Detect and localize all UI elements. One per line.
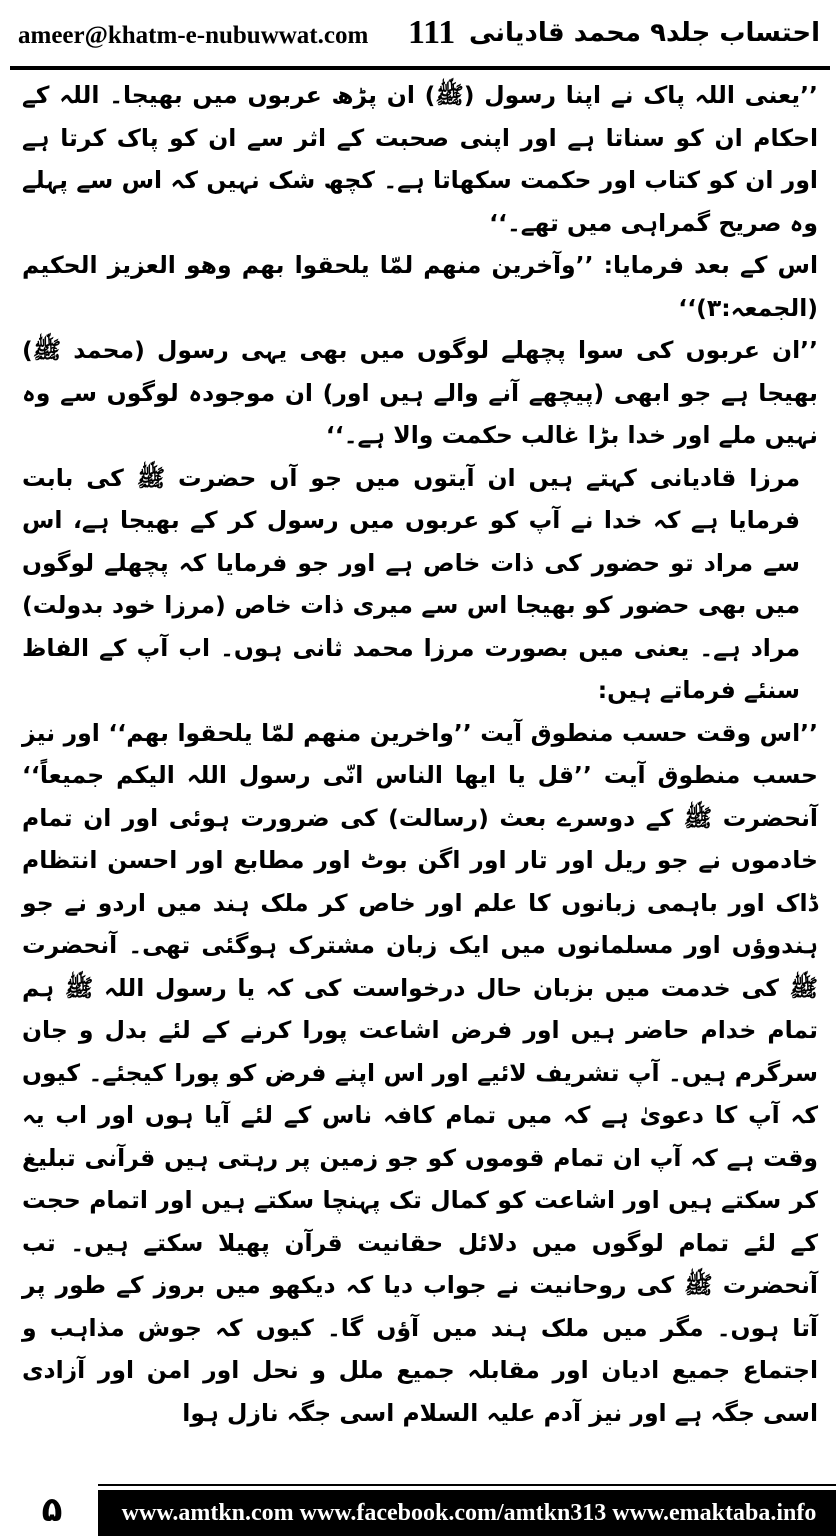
page-body — [22, 74, 818, 1434]
header-divider — [10, 66, 830, 70]
paragraph-5: ’’اس وقت حسب منطوق آیت ’’واخرین منھم لمّا یلحقوا بھم‘‘ اور نیز حسب منطوق آیت ’’قل یا ایھا الناس انّی رسول اللہ الیکم جمیعاً‘‘ آنحضرت ﷺ کے دوسرے بعث (رسالت) کی ضرورت ہوئی اور ان تمام خادموں نے جو ریل اور تار اور اگن بوٹ اور مطابع اور احسن انتظام ڈاک اور باہمی زبانوں کا علم اور خاص کر ملک ہند میں اردو نے جو ہندوؤں اور مسلمانوں میں ایک زبان مشترک ہوگئی تھی۔ آنحضرت ﷺ کی خدمت میں بزبان حال درخواست کی کہ یا رسول اللہ ﷺ ہم تمام خدام حاضر ہیں اور فرض اشاعت پورا کرنے کے لئے بدل و جان سرگرم ہیں۔ آپ تشریف لائیے اور اس اپنے فرض کو پورا کیجئے۔ کیوں کہ آپ کا دعویٰ ہے کہ میں تمام کافہ ناس کے لئے آیا ہوں اور اب یہ وقت ہے کہ آپ ان تمام قوموں کو جو زمین پر رہتی ہیں قرآنی تبلیغ کر سکتے ہیں اور اشاعت کو کمال تک پہنچا سکتے ہیں اور اتمام حجت کے لئے تمام لوگوں میں دلائل حقانیت قرآن پھیلا سکتے ہیں۔ تب آنحضرت ﷺ کی روحانیت نے جواب دیا کہ دیکھو میں بروز کے طور پر آتا ہوں۔ مگر میں ملک ہند میں آؤں گا۔ کیوں کہ جوش مذاہب و اجتماع جمیع ادیان اور مقابلہ جمیع ملل و نحل اور امن اور آزادی اسی جگہ ہے اور نیز آدم علیہ السلام اسی جگہ نازل ہوا — [22, 718, 818, 1427]
header-page-number: 111 — [408, 14, 456, 51]
page-header — [0, 0, 840, 72]
footer-page-number: ۵ — [41, 1490, 63, 1530]
paragraph-1: ’’یعنی اللہ پاک نے اپنا رسول (ﷺ) ان پڑھ عربوں میں بھیجا۔ اللہ کے احکام ان کو سناتا ہے اور اپنی صحبت کے اثر سے ان کو پاک کرتا ہے اور ان کو کتاب اور حکمت سکھاتا ہے۔ کچھ شک نہیں کہ اس سے پہلے وہ صریح گمراہی میں تھے۔‘‘ — [22, 81, 818, 237]
header-email[interactable]: ameer@khatm-e-nubuwwat.com — [18, 22, 369, 49]
page-footer — [0, 1484, 840, 1540]
footer-urls[interactable]: www.amtkn.com www.facebook.com/amtkn313 www.emaktaba.info — [121, 1500, 817, 1526]
paragraph-3: ’’ان عربوں کی سوا پچھلے لوگوں میں بھی یہی رسول (محمد ﷺ) بھیجا ہے جو ابھی (پیچھے آنے والے ہیں اور) ان موجودہ لوگوں سے وہ نہیں ملے اور خدا بڑا غالب حکمت والا ہے۔‘‘ — [22, 336, 818, 449]
paragraph-2: اس کے بعد فرمایا: ’’وآخرین منھم لمّا یلحقوا بھم وھو العزیز الحکیم (الجمعہ:۳)‘‘ — [22, 251, 818, 322]
footer-divider — [98, 1484, 836, 1486]
paragraph-4: مرزا قادیانی کہتے ہیں ان آیتوں میں جو آں حضرت ﷺ کی بابت فرمایا ہے کہ خدا نے آپ کو عربوں میں رسول کر کے بھیجا ہے، اس سے مراد تو حضور کی ذات خاص ہے اور جو فرمایا کہ پچھلے لوگوں میں بھی حضور کو بھیجا اس سے میری ذات خاص (مرزا خود بدولت) مراد ہے۔ یعنی میں بصورت مرزا محمد ثانی ہوں۔ اب آپ کے الفاظ سنئے فرماتے ہیں: — [22, 463, 800, 704]
header-book-title: احتساب جلد۹ محمد قادیانی — [468, 18, 820, 48]
